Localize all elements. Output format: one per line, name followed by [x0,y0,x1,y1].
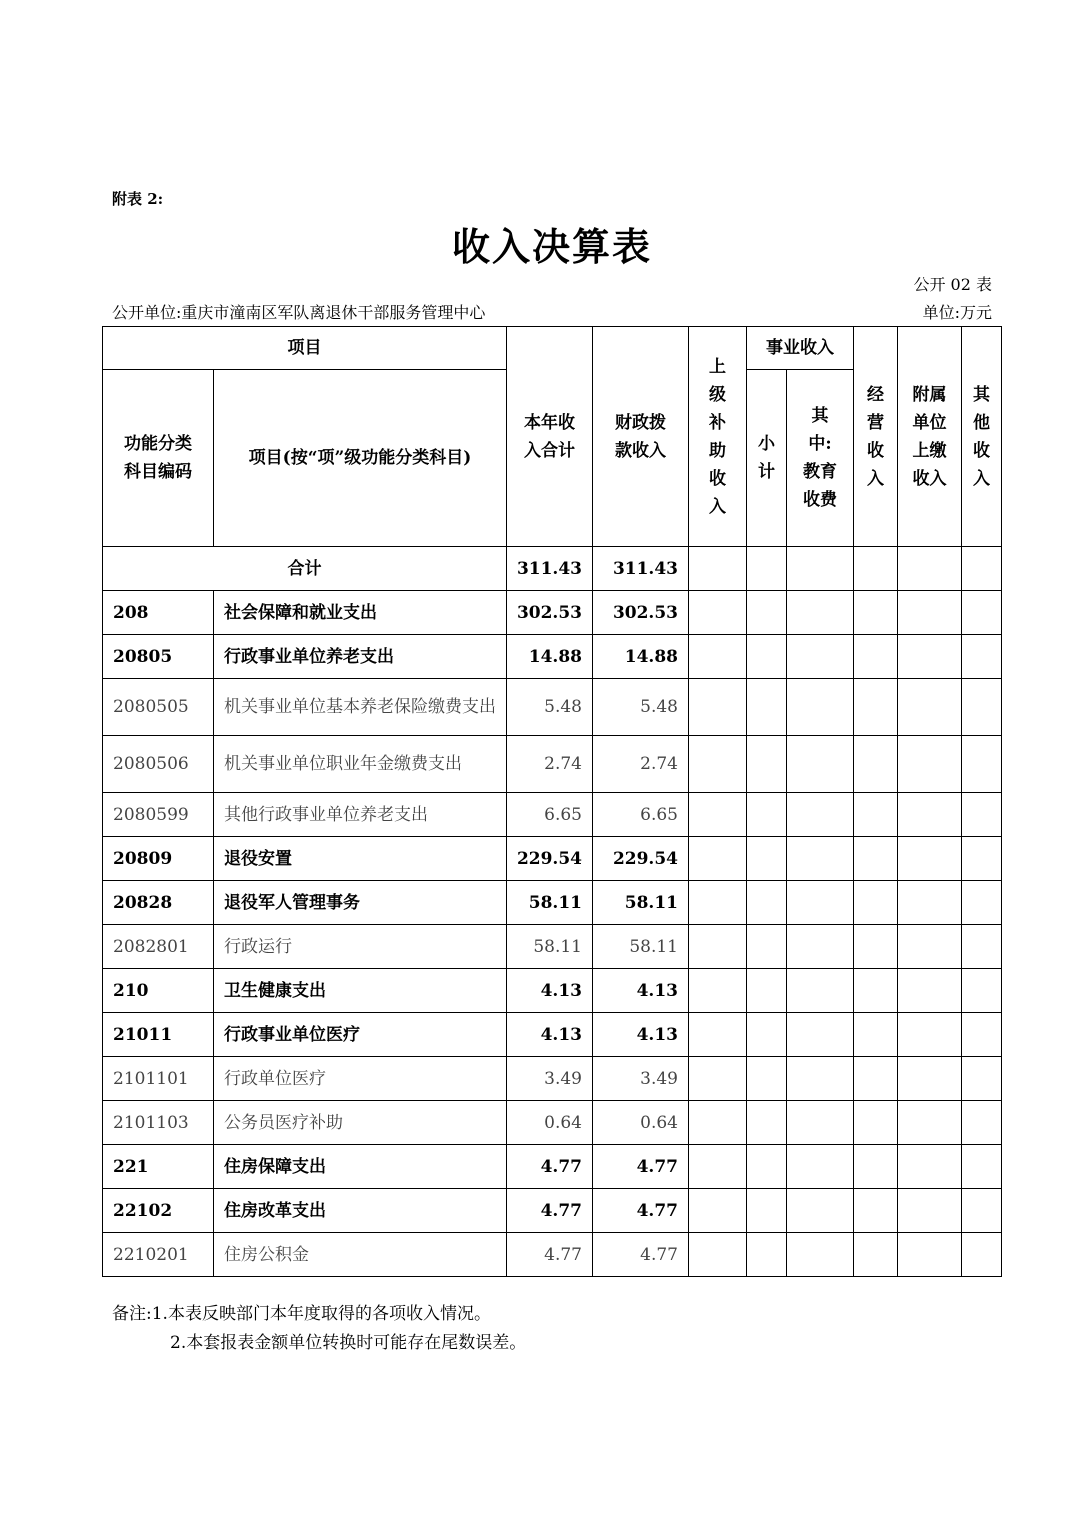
empty-cell [898,591,962,635]
currency-unit: 单位:万元 [922,303,992,322]
empty-cell [747,793,787,837]
row-total: 229.54 [507,837,593,881]
table-row [103,591,1002,635]
empty-cell [747,925,787,969]
header-fiscal: 财政拨 款收入 [593,327,689,547]
row-total: 4.13 [507,1013,593,1057]
empty-cell [898,635,962,679]
table-row [103,925,1002,969]
row-total: 3.49 [507,1057,593,1101]
row-name: 行政单位医疗 [214,1057,507,1101]
table-row [103,1057,1002,1101]
empty-cell [689,925,747,969]
empty-cell [747,1057,787,1101]
header-total: 本年收 入合计 [507,327,593,547]
row-total: 4.13 [507,969,593,1013]
row-code: 2080505 [103,679,214,736]
row-fiscal: 58.11 [593,881,689,925]
empty-cell [898,1189,962,1233]
empty-cell [854,679,898,736]
total-row [103,547,1002,591]
empty-cell [787,736,854,793]
empty-cell [689,1145,747,1189]
empty-cell [898,837,962,881]
table-row [103,1013,1002,1057]
page-title: 收入决算表 [451,224,652,269]
row-fiscal: 6.65 [593,793,689,837]
empty-cell [962,793,1002,837]
row-total: 14.88 [507,635,593,679]
header-project: 项目 [103,327,507,370]
row-name: 社会保障和就业支出 [214,591,507,635]
row-name: 退役安置 [214,837,507,881]
empty-cell [689,1233,747,1277]
header-operating: 经 营 收 入 [854,327,898,547]
empty-cell [747,736,787,793]
empty-cell [898,969,962,1013]
empty-cell [962,736,1002,793]
empty-cell [854,1013,898,1057]
empty-cell [962,635,1002,679]
empty-cell [787,1189,854,1233]
empty-cell [747,881,787,925]
empty-cell [787,1145,854,1189]
empty-cell [689,1057,747,1101]
row-fiscal: 2.74 [593,736,689,793]
empty-cell [787,591,854,635]
row-code: 208 [103,591,214,635]
empty-cell [747,1189,787,1233]
empty-cell [898,1013,962,1057]
empty-cell [854,1057,898,1101]
empty-cell [854,1189,898,1233]
row-total: 0.64 [507,1101,593,1145]
header-other: 其 他 收 入 [962,327,1002,547]
header-name: 项目(按“项”级功能分类科目) [214,370,507,547]
row-total: 4.77 [507,1145,593,1189]
table-row [103,1101,1002,1145]
empty-cell [898,881,962,925]
empty-cell [898,1057,962,1101]
row-code: 2080506 [103,736,214,793]
empty-cell [787,635,854,679]
empty-cell [787,969,854,1013]
note-1: 备注:1.本表反映部门本年度取得的各项收入情况。 [112,1304,491,1324]
table-row [103,793,1002,837]
empty-cell [854,925,898,969]
row-fiscal: 4.77 [593,1233,689,1277]
empty-cell [854,1233,898,1277]
empty-cell [689,881,747,925]
row-total: 5.48 [507,679,593,736]
empty-cell [689,1101,747,1145]
empty-cell [854,1101,898,1145]
table-row [103,969,1002,1013]
note-2: 2.本套报表金额单位转换时可能存在尾数误差。 [170,1333,527,1353]
row-code: 221 [103,1145,214,1189]
row-code: 2101103 [103,1101,214,1145]
row-fiscal: 4.13 [593,1013,689,1057]
total-fiscal: 311.43 [593,547,689,591]
form-code: 公开 02 表 [913,275,992,294]
empty-cell [787,925,854,969]
empty-cell [747,1013,787,1057]
empty-cell [962,1057,1002,1101]
empty-cell [747,679,787,736]
header-subtotal: 小 计 [747,370,787,547]
empty-cell [854,1145,898,1189]
row-total: 4.77 [507,1233,593,1277]
row-fiscal: 229.54 [593,837,689,881]
header-code: 功能分类 科目编码 [103,370,214,547]
annex-label: 附表 2: [112,190,164,208]
empty-cell [898,736,962,793]
table-row [103,1233,1002,1277]
reporting-unit: 公开单位:重庆市潼南区军队离退休干部服务管理中心 [112,303,486,322]
row-fiscal: 14.88 [593,635,689,679]
row-fiscal: 3.49 [593,1057,689,1101]
table-row [103,736,1002,793]
table-row [103,1145,1002,1189]
empty-cell [898,679,962,736]
row-name: 住房公积金 [214,1233,507,1277]
table-row [103,635,1002,679]
row-name: 机关事业单位职业年金缴费支出 [214,736,507,793]
empty-cell [854,591,898,635]
empty-cell [689,1189,747,1233]
row-name: 行政事业单位医疗 [214,1013,507,1057]
row-total: 302.53 [507,591,593,635]
empty-cell [898,1233,962,1277]
table-row [103,837,1002,881]
empty-cell [689,969,747,1013]
row-fiscal: 302.53 [593,591,689,635]
empty-cell [898,793,962,837]
empty-cell [689,793,747,837]
empty-cell [689,1013,747,1057]
empty-cell [787,1233,854,1277]
empty-cell [787,1013,854,1057]
empty-cell [898,925,962,969]
row-code: 2101101 [103,1057,214,1101]
row-code: 22102 [103,1189,214,1233]
row-name: 机关事业单位基本养老保险缴费支出 [214,679,507,736]
empty-cell [962,1233,1002,1277]
row-name: 住房保障支出 [214,1145,507,1189]
total-label: 合计 [103,547,507,591]
empty-cell [854,793,898,837]
row-code: 210 [103,969,214,1013]
empty-cell [854,969,898,1013]
row-fiscal: 58.11 [593,925,689,969]
header-edu: 其 中: 教育 收费 [787,370,854,547]
empty-cell [898,1145,962,1189]
empty-cell [747,837,787,881]
empty-cell [787,1057,854,1101]
empty-cell [854,837,898,881]
row-name: 其他行政事业单位养老支出 [214,793,507,837]
row-code: 2210201 [103,1233,214,1277]
empty-cell [962,925,1002,969]
empty-cell [747,1145,787,1189]
row-total: 2.74 [507,736,593,793]
header-superior: 上 级 补 助 收 入 [689,327,747,547]
empty-cell [787,679,854,736]
total-amount: 311.43 [507,547,593,591]
table-row [103,881,1002,925]
row-code: 20828 [103,881,214,925]
row-code: 20805 [103,635,214,679]
empty-cell [962,1145,1002,1189]
row-name: 卫生健康支出 [214,969,507,1013]
empty-cell [747,591,787,635]
table-row [103,679,1002,736]
empty-cell [854,635,898,679]
empty-cell [962,591,1002,635]
row-code: 2080599 [103,793,214,837]
empty-cell [787,881,854,925]
empty-cell [689,679,747,736]
empty-cell [747,1101,787,1145]
row-name: 退役军人管理事务 [214,881,507,925]
empty-cell [962,1013,1002,1057]
empty-cell [962,1189,1002,1233]
row-name: 住房改革支出 [214,1189,507,1233]
row-fiscal: 0.64 [593,1101,689,1145]
notes [112,1300,526,1358]
row-fiscal: 4.77 [593,1189,689,1233]
empty-cell [689,635,747,679]
row-fiscal: 5.48 [593,679,689,736]
row-total: 4.77 [507,1189,593,1233]
empty-cell [689,837,747,881]
empty-cell [854,736,898,793]
empty-cell [962,679,1002,736]
empty-cell [787,837,854,881]
empty-cell [747,1233,787,1277]
empty-cell [962,969,1002,1013]
empty-cell [787,793,854,837]
empty-cell [962,837,1002,881]
row-name: 公务员医疗补助 [214,1101,507,1145]
income-table [102,326,1002,1277]
table-row [103,1189,1002,1233]
empty-cell [962,881,1002,925]
row-code: 20809 [103,837,214,881]
row-total: 6.65 [507,793,593,837]
row-code: 2082801 [103,925,214,969]
row-code: 21011 [103,1013,214,1057]
header-affiliate: 附属 单位 上缴 收入 [898,327,962,547]
empty-cell [689,736,747,793]
row-name: 行政运行 [214,925,507,969]
row-total: 58.11 [507,925,593,969]
empty-cell [689,591,747,635]
empty-cell [854,881,898,925]
row-fiscal: 4.13 [593,969,689,1013]
empty-cell [898,1101,962,1145]
row-name: 行政事业单位养老支出 [214,635,507,679]
row-fiscal: 4.77 [593,1145,689,1189]
empty-cell [962,1101,1002,1145]
row-total: 58.11 [507,881,593,925]
empty-cell [747,635,787,679]
header-career: 事业收入 [747,327,854,370]
empty-cell [747,969,787,1013]
empty-cell [787,1101,854,1145]
